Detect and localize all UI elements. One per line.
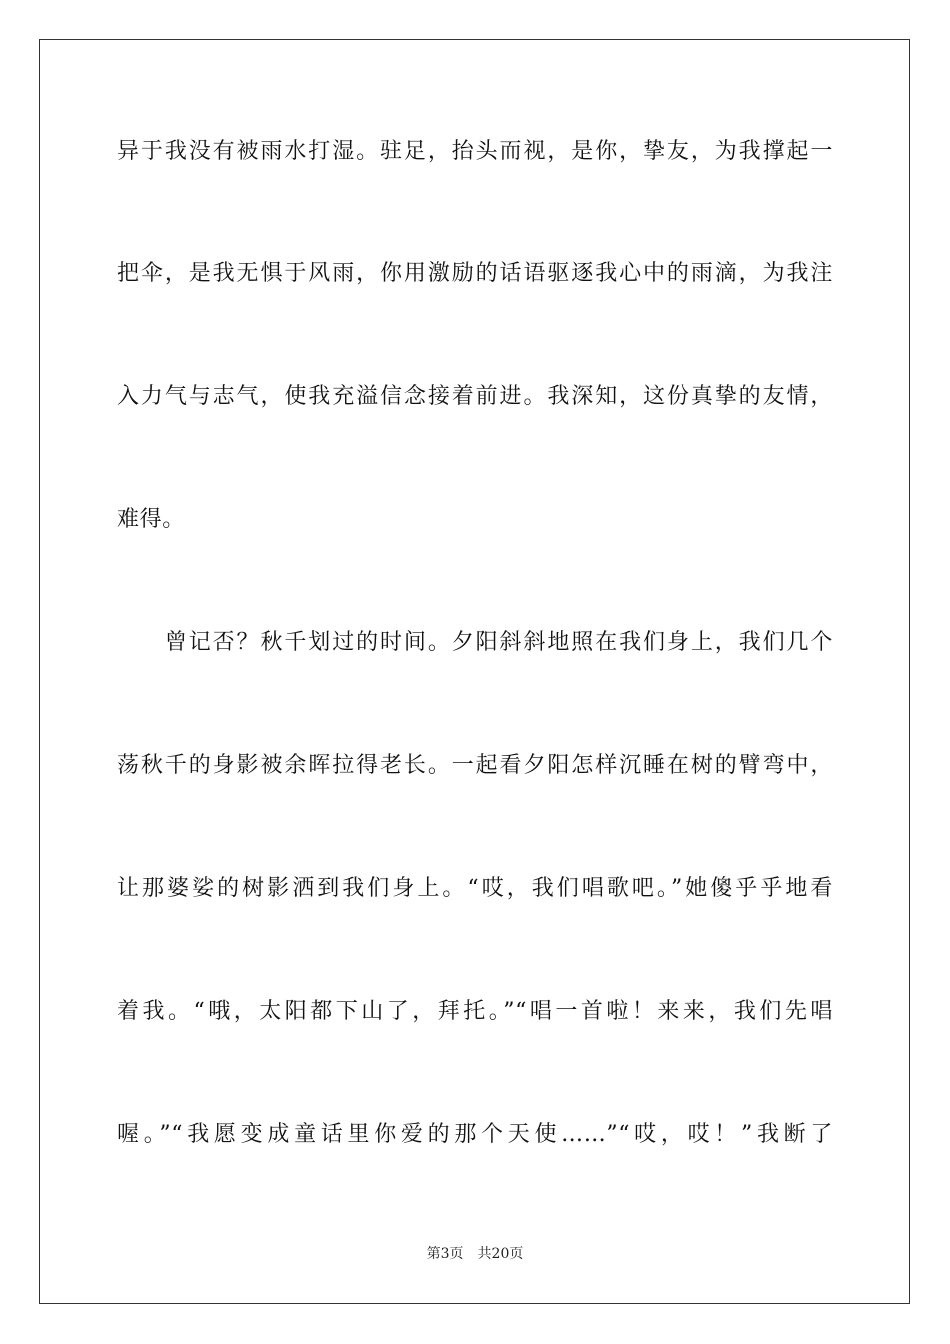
body-text-line-7: 让那婆娑的树影洒到我们身上。“哎，我们唱歌吧。”她傻乎乎地看 bbox=[117, 876, 833, 901]
body-text-line-5: 曾记否？秋千划过的时间。夕阳斜斜地照在我们身上，我们几个 bbox=[117, 630, 833, 655]
total-pages: 共20页 bbox=[477, 1246, 524, 1262]
body-text-line-2: 把伞，是我无惧于风雨，你用激励的话语驱逐我心中的雨滴，为我注 bbox=[117, 261, 833, 286]
body-text-line-4: 难得。 bbox=[117, 507, 185, 532]
page-frame bbox=[39, 39, 910, 1304]
page-footer bbox=[0, 1244, 950, 1264]
body-text-line-9: 喔。”“我愿变成童话里你爱的那个天使……”“哎，哎！”我断了 bbox=[117, 1122, 833, 1147]
body-text-line-1: 异于我没有被雨水打湿。驻足，抬头而视，是你，挚友，为我撑起一 bbox=[117, 139, 833, 164]
body-text-line-6: 荡秋千的身影被余晖拉得老长。一起看夕阳怎样沉睡在树的臂弯中， bbox=[117, 753, 833, 778]
body-text-line-3: 入力气与志气，使我充溢信念接着前进。我深知，这份真挚的友情， bbox=[117, 384, 833, 409]
body-text-line-8: 着我。“哦，太阳都下山了，拜托。”“唱一首啦！来来，我们先唱 bbox=[117, 999, 833, 1024]
page-number: 第3页 bbox=[426, 1246, 464, 1262]
